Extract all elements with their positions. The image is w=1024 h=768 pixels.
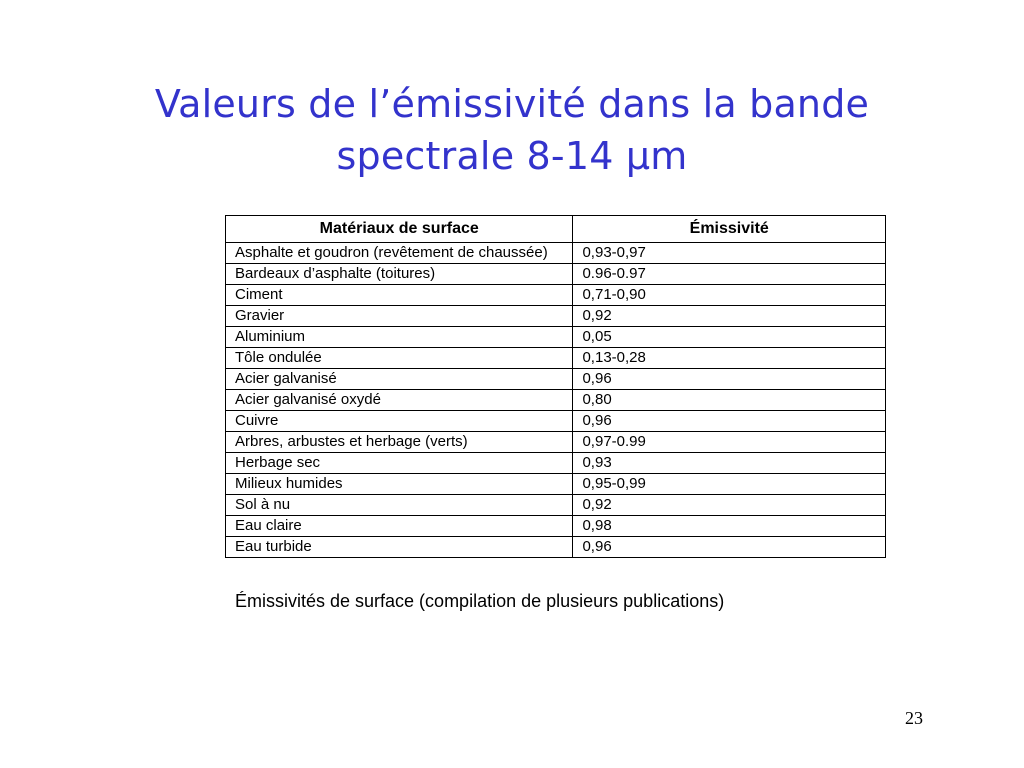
table-row bbox=[226, 390, 886, 411]
header-emissivity: Émissivité bbox=[573, 216, 886, 243]
table-row bbox=[226, 516, 886, 537]
material-cell: Acier galvanisé bbox=[226, 369, 573, 390]
emissivity-cell: 0,96 bbox=[573, 369, 886, 390]
material-cell: Herbage sec bbox=[226, 453, 573, 474]
title-line-1: Valeurs de l’émissivité dans la bande bbox=[154, 82, 870, 126]
material-cell: Eau claire bbox=[226, 516, 573, 537]
emissivity-cell: 0,80 bbox=[573, 390, 886, 411]
table-row bbox=[226, 243, 886, 264]
table-row bbox=[226, 285, 886, 306]
emissivity-cell: 0,93 bbox=[573, 453, 886, 474]
emissivity-cell: 0,71-0,90 bbox=[573, 285, 886, 306]
material-cell: Tôle ondulée bbox=[226, 348, 573, 369]
material-cell: Acier galvanisé oxydé bbox=[226, 390, 573, 411]
emissivity-cell: 0.96-0.97 bbox=[573, 264, 886, 285]
emissivity-cell: 0,96 bbox=[573, 411, 886, 432]
material-cell: Ciment bbox=[226, 285, 573, 306]
material-cell: Arbres, arbustes et herbage (verts) bbox=[226, 432, 573, 453]
table-body bbox=[226, 243, 886, 558]
emissivity-cell: 0,95-0,99 bbox=[573, 474, 886, 495]
material-cell: Bardeaux d’asphalte (toitures) bbox=[226, 264, 573, 285]
table-row bbox=[226, 537, 886, 558]
table-header-row bbox=[226, 216, 886, 243]
table-caption: Émissivités de surface (compilation de plusieurs publications) bbox=[235, 591, 725, 611]
emissivity-table bbox=[225, 215, 886, 558]
emissivity-cell: 0,97-0.99 bbox=[573, 432, 886, 453]
table-row bbox=[226, 495, 886, 516]
material-cell: Cuivre bbox=[226, 411, 573, 432]
page-number: 23 bbox=[905, 708, 923, 728]
material-cell: Sol à nu bbox=[226, 495, 573, 516]
table-row bbox=[226, 453, 886, 474]
material-cell: Milieux humides bbox=[226, 474, 573, 495]
material-cell: Asphalte et goudron (revêtement de chaussée) bbox=[226, 243, 573, 264]
emissivity-cell: 0,92 bbox=[573, 306, 886, 327]
material-cell: Gravier bbox=[226, 306, 573, 327]
table-row bbox=[226, 411, 886, 432]
material-cell: Aluminium bbox=[226, 327, 573, 348]
emissivity-cell: 0,96 bbox=[573, 537, 886, 558]
header-material: Matériaux de surface bbox=[226, 216, 573, 243]
title-line-2: spectrale 8-14 µm bbox=[336, 134, 688, 178]
table-row bbox=[226, 264, 886, 285]
table-row bbox=[226, 369, 886, 390]
emissivity-cell: 0,13-0,28 bbox=[573, 348, 886, 369]
slide-title bbox=[60, 78, 964, 182]
table-row bbox=[226, 348, 886, 369]
emissivity-cell: 0,92 bbox=[573, 495, 886, 516]
emissivity-cell: 0,98 bbox=[573, 516, 886, 537]
table-row bbox=[226, 306, 886, 327]
table-row bbox=[226, 432, 886, 453]
table-row bbox=[226, 474, 886, 495]
emissivity-cell: 0,05 bbox=[573, 327, 886, 348]
material-cell: Eau turbide bbox=[226, 537, 573, 558]
emissivity-cell: 0,93-0,97 bbox=[573, 243, 886, 264]
table-row bbox=[226, 327, 886, 348]
